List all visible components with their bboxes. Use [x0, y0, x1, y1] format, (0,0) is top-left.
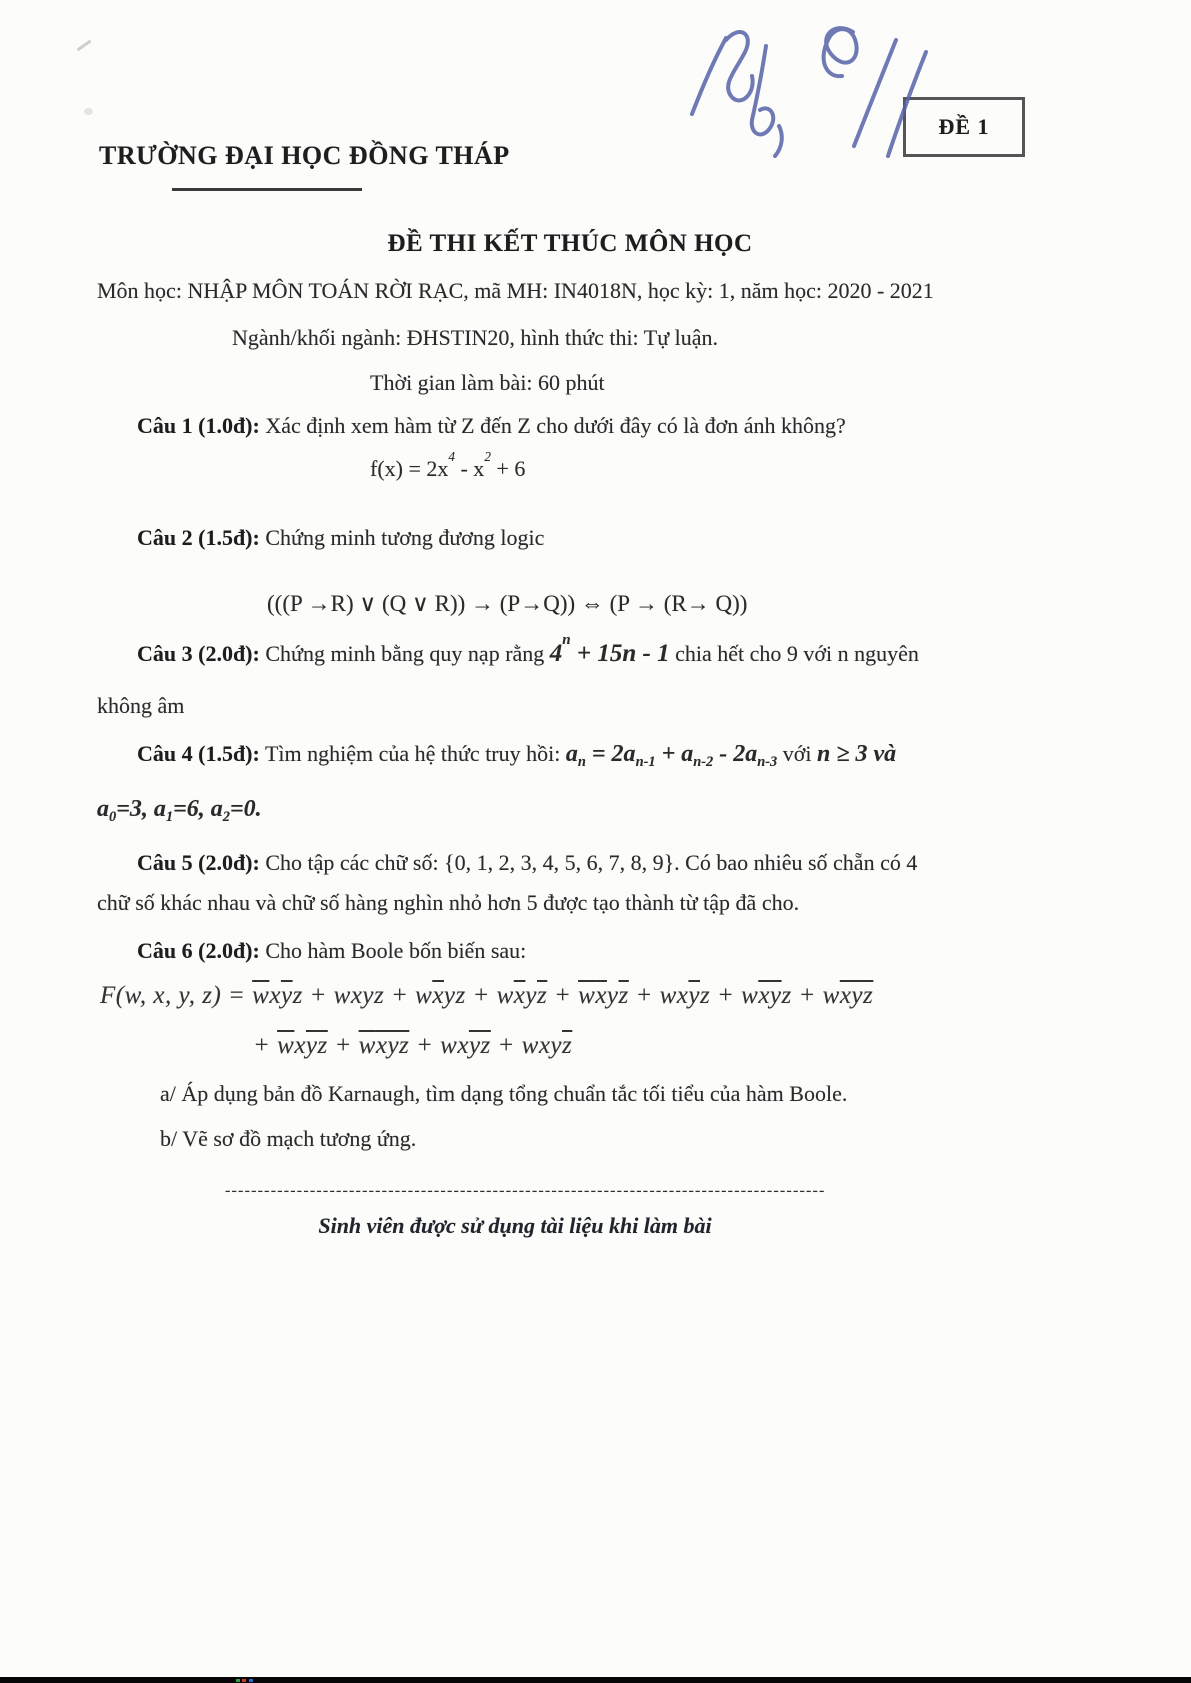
- question-4-condition: n ≥ 3 và: [817, 741, 897, 767]
- screenshot-bottom-bar: [0, 1677, 1191, 1683]
- boole-function-line-1: F(w, x, y, $z) = \overline{w}x\overline{y}z$ + wxyz + $w\overline{x}yz + w\overline{x}y\overline{z} + \overline{w}\overline{x}y\overline{z} + wx\overline{y}z + w\overline{x}\overline{y}z + w\overline{x}\overline{y}\overline{z}$: [100, 982, 874, 1009]
- pixel-artifact: [236, 1679, 240, 1682]
- question-1-text: Xác định xem hàm từ Z đến Z cho dưới đây có là đơn ánh không?: [259, 413, 846, 438]
- school-name: TRƯỜNG ĐẠI HỌC ĐỒNG THÁP: [99, 141, 510, 170]
- question-5: [137, 848, 917, 878]
- question-3-continuation: không âm: [97, 693, 185, 718]
- question-6-part-a: a/ Áp dụng bản đồ Karnaugh, tìm dạng tổng chuẩn tắc tối tiểu của hàm Boole.: [160, 1081, 848, 1106]
- question-4-recurrence: $a_n = 2a_{n-1} + a_{n-2} - 2a_{n-3}$: [565, 741, 778, 770]
- question-4-text-mid: với: [777, 741, 817, 766]
- question-2: [137, 523, 544, 553]
- question-5-label: Câu 5 (2.0đ):: [137, 850, 260, 875]
- handwriting-stroke: [726, 32, 753, 100]
- question-4-text: Tìm nghiệm của hệ thức truy hồi:: [259, 741, 566, 766]
- question-3-text-after: chia hết cho 9 với n nguyên: [669, 641, 919, 666]
- handwriting-stroke: [854, 40, 896, 146]
- question-6-part-b: b/ Vẽ sơ đồ mạch tương ứng.: [160, 1126, 417, 1151]
- scan-artifact: [77, 40, 92, 52]
- handwritten-note: [648, 14, 968, 164]
- handwriting-stroke: [888, 52, 926, 156]
- question-1: [137, 411, 846, 441]
- question-2-formula: (((P →R) ∨ (Q ∨ R)) → (P→Q)) ⇔ (P → (R→ Q)): [267, 591, 748, 616]
- exam-code-label: ĐỀ 1: [938, 114, 990, 139]
- question-3: [137, 632, 919, 669]
- question-6-text: Cho hàm Boole bốn biến sau:: [259, 938, 527, 963]
- question-1-formula: $f(x) = 2x^4 - x^2 + 6$: [370, 449, 526, 481]
- question-4-initial-values: $a_0=3$, $a_1=6$, $a_2=0$.: [97, 796, 262, 825]
- scan-artifact: [84, 108, 93, 115]
- question-3-label: Câu 3 (2.0đ):: [137, 641, 260, 666]
- handwriting-stroke: [692, 38, 726, 114]
- question-6-label: Câu 6 (2.0đ):: [137, 938, 260, 963]
- question-2-text: Chứng minh tương đương logic: [259, 525, 545, 550]
- school-underline: [172, 188, 362, 191]
- handwriting-stroke: [752, 46, 773, 134]
- question-3-text: Chứng minh bằng quy nạp rằng: [259, 641, 550, 666]
- question-1-label: Câu 1 (1.0đ):: [137, 413, 260, 438]
- handwriting-stroke: [824, 28, 857, 76]
- footer-note: Sinh viên được sử dụng tài liệu khi làm bài: [318, 1213, 712, 1238]
- question-6: [137, 936, 526, 966]
- handwriting-stroke: [775, 126, 782, 156]
- boole-function-line-2: + $\overline{w}x\overline{y}\overline{z} + \overline{w}\overline{x}\overline{y}\overline{z} + wx\overline{y}\overline{z} + wxy\overline{z}$: [253, 1032, 573, 1059]
- question-5-text: Cho tập các chữ số: {0, 1, 2, 3, 4, 5, 6, 7, 8, 9}. Có bao nhiêu số chẵn có 4: [259, 850, 918, 875]
- course-line: Môn học: NHẬP MÔN TOÁN RỜI RẠC, mã MH: IN4018N, học kỳ: 1, năm học: 2020 - 2021: [97, 278, 934, 303]
- question-4-label: Câu 4 (1.5đ):: [137, 741, 260, 766]
- question-4: [137, 739, 896, 769]
- dashed-separator: --------------------------------------------------------------------------------------------: [225, 1182, 826, 1199]
- exam-title: ĐỀ THI KẾT THÚC MÔN HỌC: [387, 230, 753, 257]
- pixel-artifact: [249, 1679, 253, 1682]
- duration-line: Thời gian làm bài: 60 phút: [370, 370, 605, 395]
- pixel-artifact: [242, 1679, 246, 1682]
- question-3-math: $4^n + 15n - 1$: [549, 632, 670, 667]
- major-line: Ngành/khối ngành: ĐHSTIN20, hình thức thi: Tự luận.: [232, 325, 719, 350]
- question-5-continuation: chữ số khác nhau và chữ số hàng nghìn nhỏ hơn 5 được tạo thành từ tập đã cho.: [97, 890, 800, 915]
- question-2-label: Câu 2 (1.5đ):: [137, 525, 260, 550]
